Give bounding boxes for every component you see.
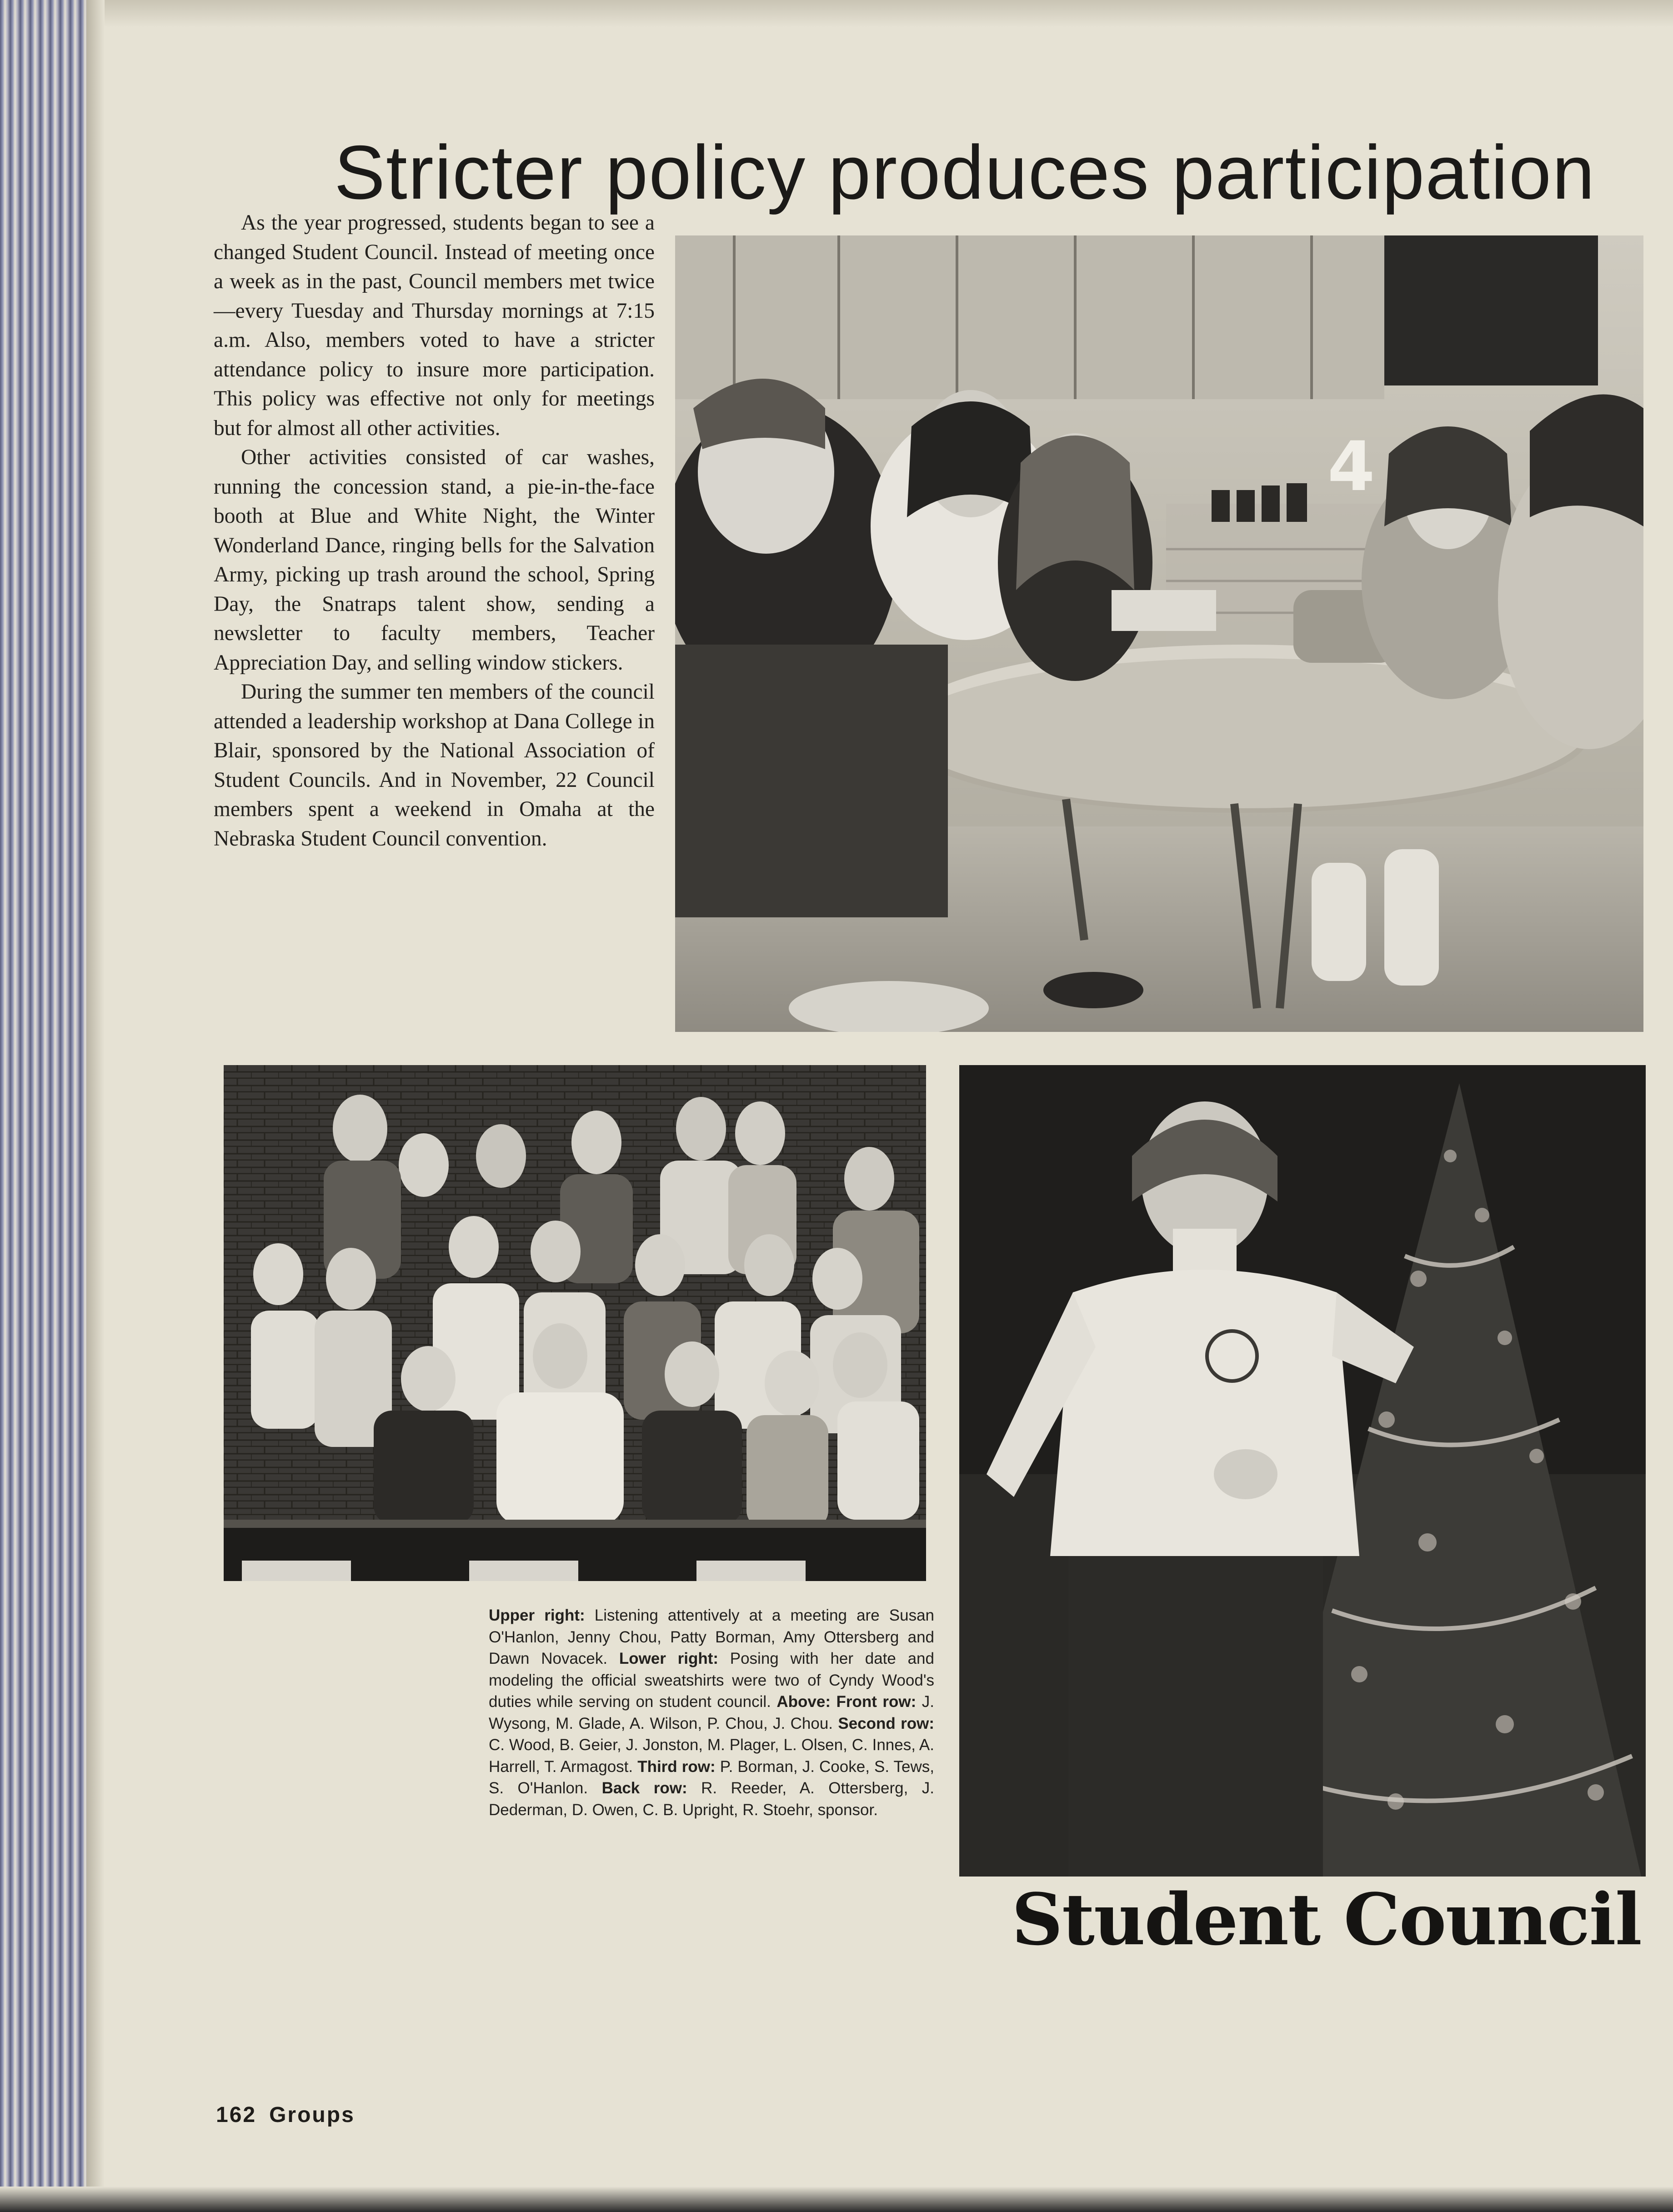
binding-shadow [86, 0, 105, 2212]
photo-council-meeting-image [675, 235, 1643, 1032]
article-paragraph-2: Other activities consisted of car washes, running the concession stand, a pie-in-the-face booth at Blue and White Night, the Winter Wonderland Dance, ringing bells for the Salvation Army, picking up trash around the school, Spring Day, the Snatraps talent show, sending a newsletter to faculty members, Teacher Appreciation Day, and selling window stickers. [214, 445, 655, 675]
caption-text-third-row: P. Borman, J. Cooke, S. Tews, S. O'Hanlon. [489, 1757, 934, 1797]
photo-group-portrait [224, 1065, 926, 1581]
caption-text-upper-right: Listening attentively at a meeting are Susan O'Hanlon, Jenny Chou, Patty Borman, Amy Ottersberg and Dawn Novacek. [489, 1606, 934, 1667]
photo-group-portrait-image [224, 1065, 926, 1581]
photo-sweatshirt-christmas-tree-image [959, 1065, 1646, 1877]
page-number: 162 [216, 2103, 257, 2127]
caption-label-third-row: Third row: [637, 1757, 716, 1776]
headline: Stricter policy produces participation [334, 130, 1596, 215]
caption-text-front-row: J. Wysong, M. Glade, A. Wilson, P. Chou, J. Chou. [489, 1693, 934, 1732]
article-paragraph-1: As the year progressed, students began to see a changed Student Council. Instead of meeting once a week as in the past, Council members met twice—every Tuesday and Thursday mornings at 7:15 a.m. Also, members voted to have a stricter attendance policy to insure more participation. This policy was effective not only for meetings but for almost all other activities. [214, 211, 655, 440]
caption-label-lower-right: Lower right: [619, 1650, 719, 1667]
article-body [214, 208, 655, 853]
caption-label-front-row: Above: Front row: [776, 1693, 917, 1711]
caption-text-back-row: R. Reeder, A. Ottersberg, J. Dederman, D. Owen, C. B. Upright, R. Stoehr, sponsor. [489, 1779, 935, 1819]
page-bottom-edge [0, 2187, 1673, 2212]
article-paragraph-3: During the summer ten members of the council attended a leadership workshop at Dana College in Blair, sponsored by the National Association of Student Councils. And in November, 22 Council members spent a weekend in Omaha at the Nebraska Student Council convention. [214, 680, 655, 851]
caption-label-back-row: Back row: [601, 1779, 687, 1797]
caption-text-second-row: C. Wood, B. Geier, J. Jonston, M. Plager, L. Olsen, C. Innes, A. Harrell, T. Armagost. [489, 1736, 934, 1776]
photo-sweatshirt-christmas-tree [959, 1065, 1646, 1877]
section-name: Groups [269, 2103, 355, 2127]
caption-label-second-row: Second row: [838, 1714, 934, 1732]
caption-label-upper-right: Upper right: [489, 1606, 585, 1624]
page-top-edge [0, 0, 1673, 27]
page-folio [216, 2102, 355, 2127]
photo-board-number: 4 [1327, 427, 1375, 506]
photo-council-meeting [675, 235, 1643, 1032]
book-binding [0, 0, 86, 2212]
caption-text-lower-right: Posing with her date and modeling the official sweatshirts were two of Cyndy Wood's duties while serving on student council. [489, 1650, 934, 1711]
photo-caption [489, 1605, 934, 1821]
section-title: Student Council [1012, 1878, 1641, 1961]
